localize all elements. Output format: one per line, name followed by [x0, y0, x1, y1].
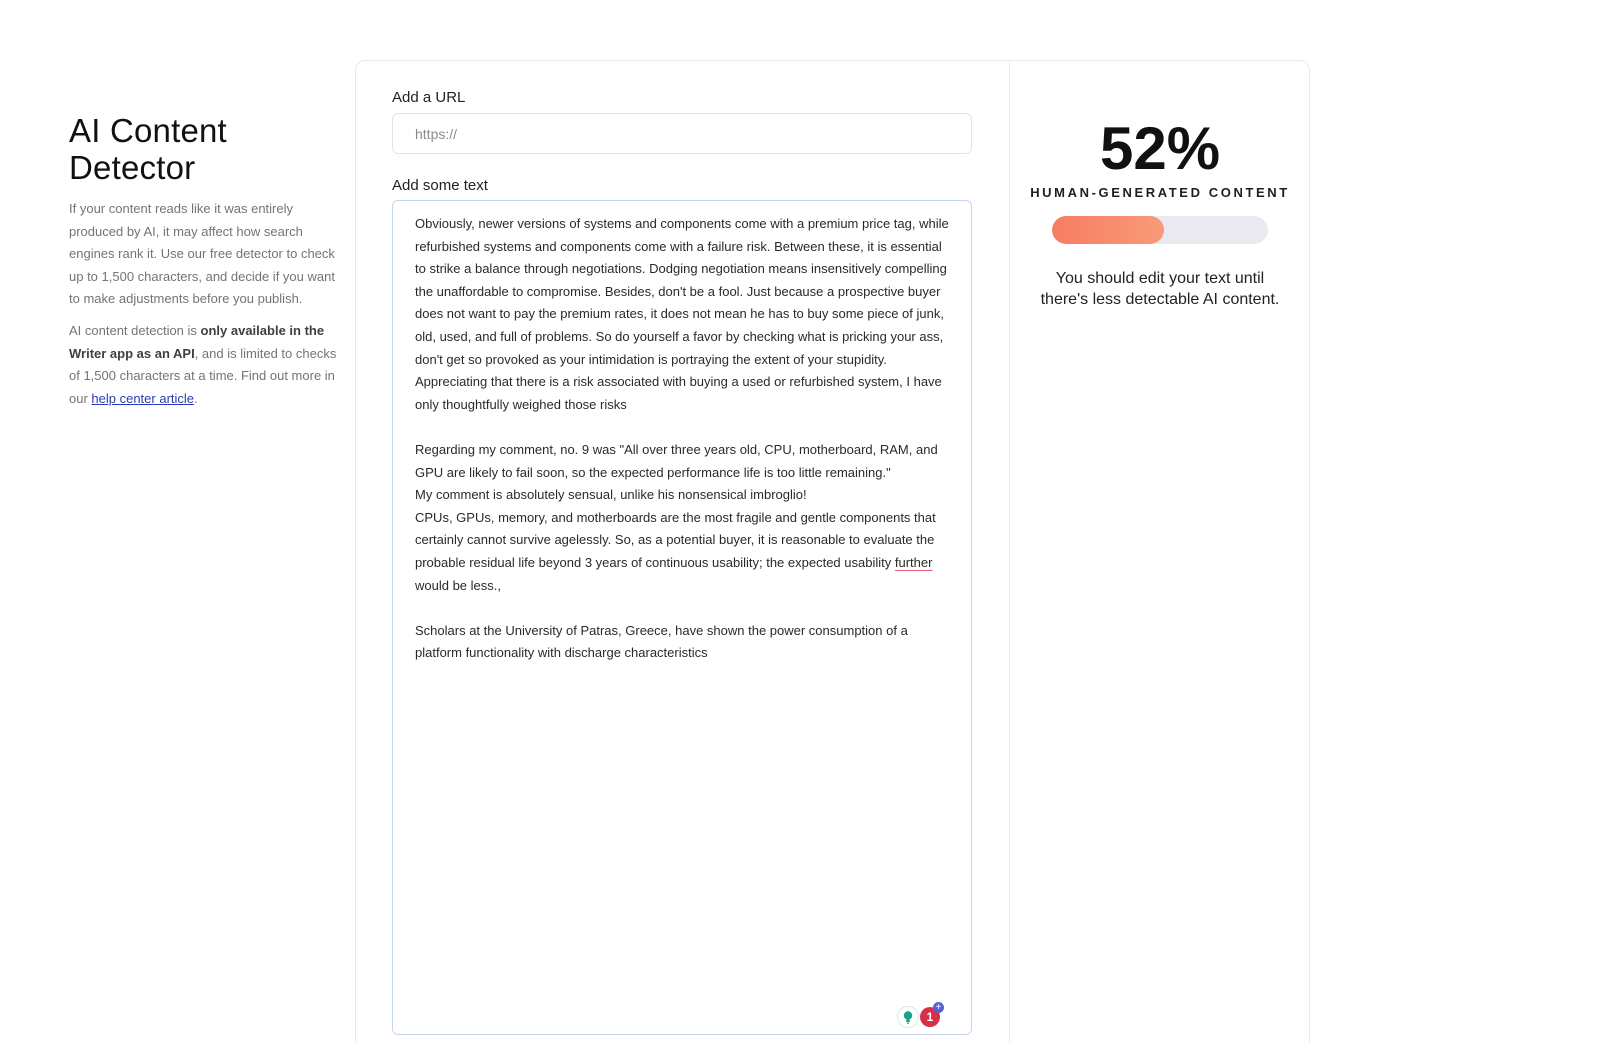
intro-paragraph-2-suffix: .	[194, 390, 198, 406]
text-input-area[interactable]	[392, 200, 972, 1035]
flagged-word[interactable]: further	[894, 554, 933, 570]
result-panel	[1010, 100, 1310, 310]
plus-icon[interactable]: +	[933, 1002, 944, 1013]
intro-paragraph-2-bold: only available in the Writer app as an API	[69, 322, 325, 361]
score-bar-fill	[1052, 216, 1164, 244]
intro-paragraph-2	[69, 320, 337, 410]
text-paragraph-5: Scholars at the University of Patras, Greece, have shown the power consumption of a platform functionality with discharge characteristics	[415, 622, 908, 661]
text-paragraph-4-tail: would be less.,	[415, 577, 501, 593]
score-bar	[1052, 216, 1268, 244]
url-input[interactable]	[392, 113, 972, 154]
text-label: Add some text	[392, 177, 488, 194]
score-value: 52%	[1099, 115, 1221, 182]
intro-paragraph-1: If your content reads like it was entirely produced by AI, it may affect how search engines rank it. Use our free detector to check up to 1,500 characters, and decide if you want to make adjustments before you publish.	[69, 201, 335, 307]
text-paragraph-1: Obviously, newer versions of systems and components come with a premium price tag, while refurbished systems and components come with a failure risk. Between these, it is essential to strike a balance through negotiations. Dodging negotiation means insensitively compelling the unaffordable to compromise. Besides, don't be a fool. Just because a prospective buyer does not want to pay the premium rates, it does not mean he has to buy some piece of junk, old, used, and full of problems. So do yourself a favor by checking what is pricking your ass, don't get so provoked as your intimidation is portraying the extent of your stupidity. Appreciating that there is a risk associated with buying a used or refurbished system, I have only thoughtfully weighed those risks	[415, 216, 949, 412]
title-line-2: Detector	[69, 149, 196, 186]
paragraph-gap	[415, 416, 949, 439]
text-paragraph-2: Regarding my comment, no. 9 was "All over three years old, CPU, motherboard, RAM, and GPU are likely to fail soon, so the expected performance life is too little remaining."	[415, 441, 938, 480]
title-line-1: AI Content	[69, 112, 227, 149]
intro-panel	[69, 112, 337, 410]
help-center-link[interactable]: help center article	[91, 390, 195, 406]
issue-count-badge[interactable]: 1	[920, 1007, 940, 1027]
lightbulb-icon[interactable]	[897, 1006, 919, 1028]
page-title	[69, 112, 337, 186]
intro-paragraph-2-prefix: AI content detection is	[69, 322, 201, 338]
paragraph-gap	[415, 597, 949, 620]
url-label: Add a URL	[392, 89, 466, 106]
text-paragraph-4	[415, 507, 949, 597]
intro-paragraph-2-middle: , and is limited to checks of 1,500 characters at a time. Find out more in our	[69, 345, 337, 406]
text-paragraph-4-body: CPUs, GPUs, memory, and motherboards are the most fragile and gentle components that certainly cannot survive agelessly. So, as a potential buyer, it is reasonable to evaluate the probable residual life beyond 3 years of continuous usability; the expected usability	[415, 509, 936, 570]
score-caption: HUMAN-GENERATED CONTENT	[1030, 185, 1290, 200]
text-paragraph-3: My comment is absolutely sensual, unlike his nonsensical imbroglio!	[415, 487, 807, 503]
advice-text: You should edit your text until there's less detectable AI content.	[1040, 270, 1280, 308]
